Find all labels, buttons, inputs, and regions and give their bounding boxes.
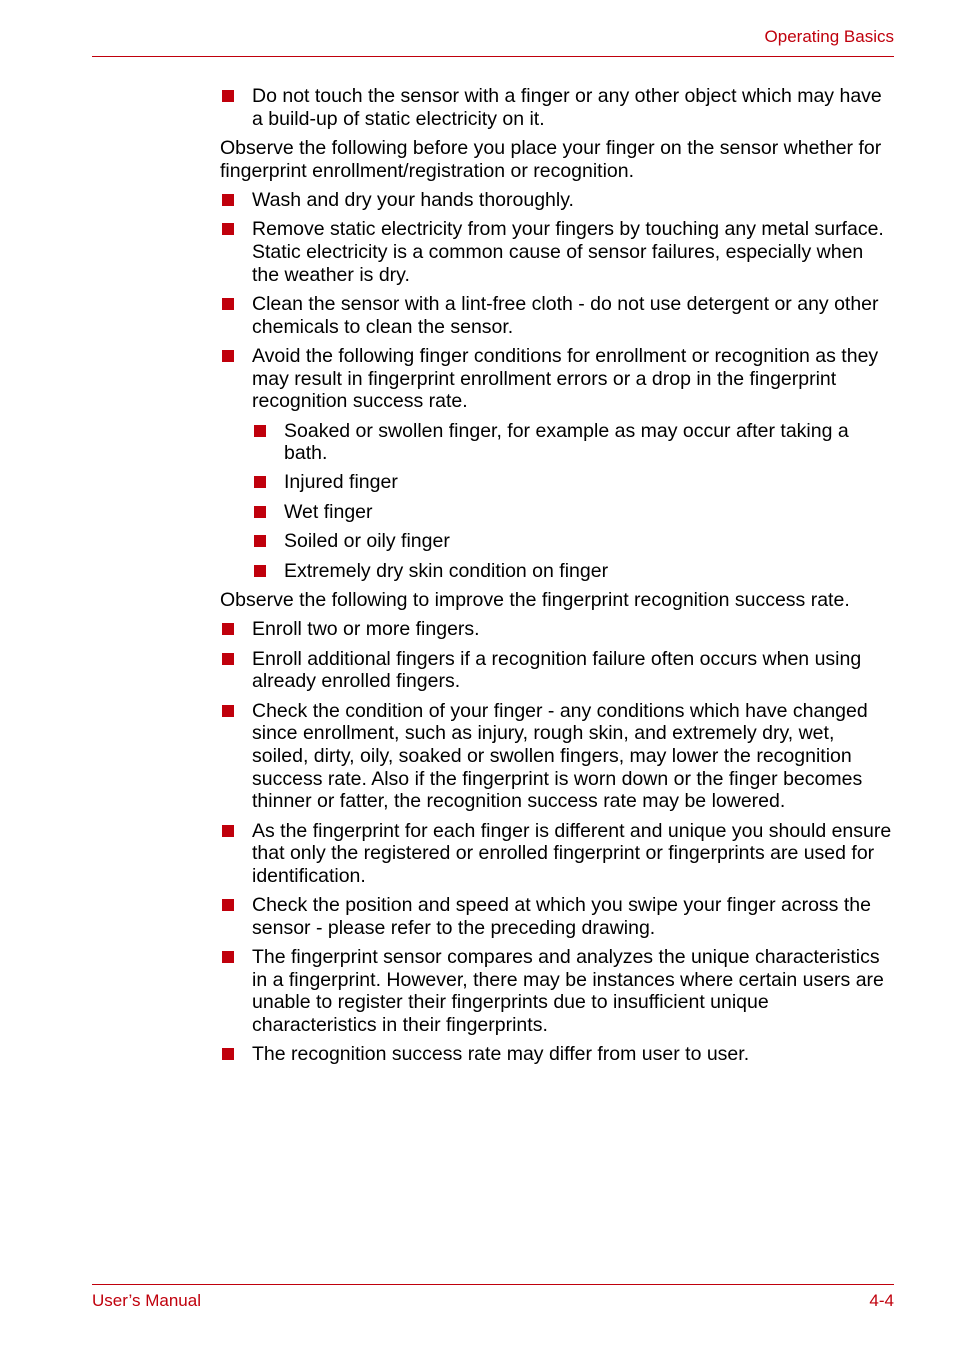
bullet-item	[220, 648, 894, 693]
square-bullet-icon	[222, 194, 234, 206]
sub-bullet-item	[252, 501, 894, 524]
square-bullet-icon	[254, 535, 266, 547]
paragraph: Observe the following before you place your finger on the sensor whether for fingerprint enrollment/registration or recognition.	[220, 136, 882, 182]
bullet-item	[220, 345, 894, 413]
page-number: 4-4	[869, 1291, 894, 1310]
footer-manual-title: User’s Manual	[92, 1291, 201, 1310]
bullet-item	[220, 1043, 894, 1066]
square-bullet-icon	[254, 425, 266, 437]
bullet-item	[220, 189, 894, 212]
square-bullet-icon	[222, 705, 234, 717]
bullet-text: The fingerprint sensor compares and analyzes the unique characteristics in a fingerprint. However, there may be instances where certain users are unable to register their fingerprints due to insufficient unique characteristics in their fingerprints.	[252, 946, 884, 1036]
square-bullet-icon	[222, 653, 234, 665]
sub-bullet-item	[252, 420, 894, 465]
square-bullet-icon	[222, 90, 234, 102]
sub-bullet-item	[252, 530, 894, 553]
bullet-text: As the fingerprint for each finger is different and unique you should ensure that only the registered or enrolled fingerprint or fingerprints are used for identification.	[252, 819, 892, 887]
bullet-item	[220, 894, 894, 939]
page-body	[220, 85, 894, 1073]
bullet-item	[220, 946, 894, 1036]
bullet-item	[220, 218, 894, 286]
sub-bullet-item	[252, 560, 894, 583]
bullet-text: Do not touch the sensor with a finger or any other object which may have a build-up of static electricity on it.	[252, 85, 882, 130]
bullet-item	[220, 700, 894, 813]
bullet-text: Soaked or swollen finger, for example as may occur after taking a bath.	[284, 419, 849, 465]
bullet-text: Injured finger	[284, 471, 398, 494]
square-bullet-icon	[254, 506, 266, 518]
square-bullet-icon	[254, 565, 266, 577]
bullet-text: The recognition success rate may differ from user to user.	[252, 1043, 750, 1066]
square-bullet-icon	[222, 825, 234, 837]
bullet-text: Clean the sensor with a lint-free cloth - do not use detergent or any other chemicals to clean the sensor.	[252, 292, 879, 338]
bullet-text: Extremely dry skin condition on finger	[284, 559, 609, 582]
bullet-text: Avoid the following finger conditions for enrollment or recognition as they may result in fingerprint enrollment errors or a drop in the fingerprint recognition success rate.	[252, 344, 879, 413]
square-bullet-icon	[222, 623, 234, 635]
square-bullet-icon	[222, 223, 234, 235]
bullet-text: Check the position and speed at which you swipe your finger across the sensor - please refer to the preceding drawing.	[252, 894, 871, 939]
bullet-text: Enroll two or more fingers.	[252, 618, 480, 641]
bullet-item	[220, 293, 894, 338]
bullet-text: Check the condition of your finger - any conditions which have changed since enrollment, such as injury, rough skin, and extremely dry, wet, soiled, dirty, oily, soaked or swollen fingers, may lower the recognition success rate. Also if the fingerprint is worn down or the finger becomes thinner or fatter, the recognition success rate may be lowered.	[252, 699, 868, 813]
paragraph: Observe the following to improve the fingerprint recognition success rate.	[220, 589, 850, 612]
bullet-item	[220, 618, 894, 641]
bullet-text: Enroll additional fingers if a recognition failure often occurs when using already enrolled fingers.	[252, 647, 862, 693]
running-header: Operating Basics	[764, 27, 894, 46]
sub-bullet-item	[252, 471, 894, 494]
bullet-text: Wash and dry your hands thoroughly.	[252, 188, 574, 211]
bullet-item	[220, 85, 894, 130]
square-bullet-icon	[222, 350, 234, 362]
square-bullet-icon	[222, 1048, 234, 1060]
bullet-text: Soiled or oily finger	[284, 530, 450, 553]
footer-rule	[92, 1284, 894, 1285]
square-bullet-icon	[222, 298, 234, 310]
square-bullet-icon	[254, 476, 266, 488]
bullet-text: Wet finger	[284, 500, 373, 523]
square-bullet-icon	[222, 899, 234, 911]
bullet-text: Remove static electricity from your fingers by touching any metal surface. Static electricity is a common cause of sensor failures, especially when the weather is dry.	[252, 218, 884, 286]
square-bullet-icon	[222, 951, 234, 963]
header-rule	[92, 56, 894, 57]
bullet-item	[220, 820, 894, 888]
